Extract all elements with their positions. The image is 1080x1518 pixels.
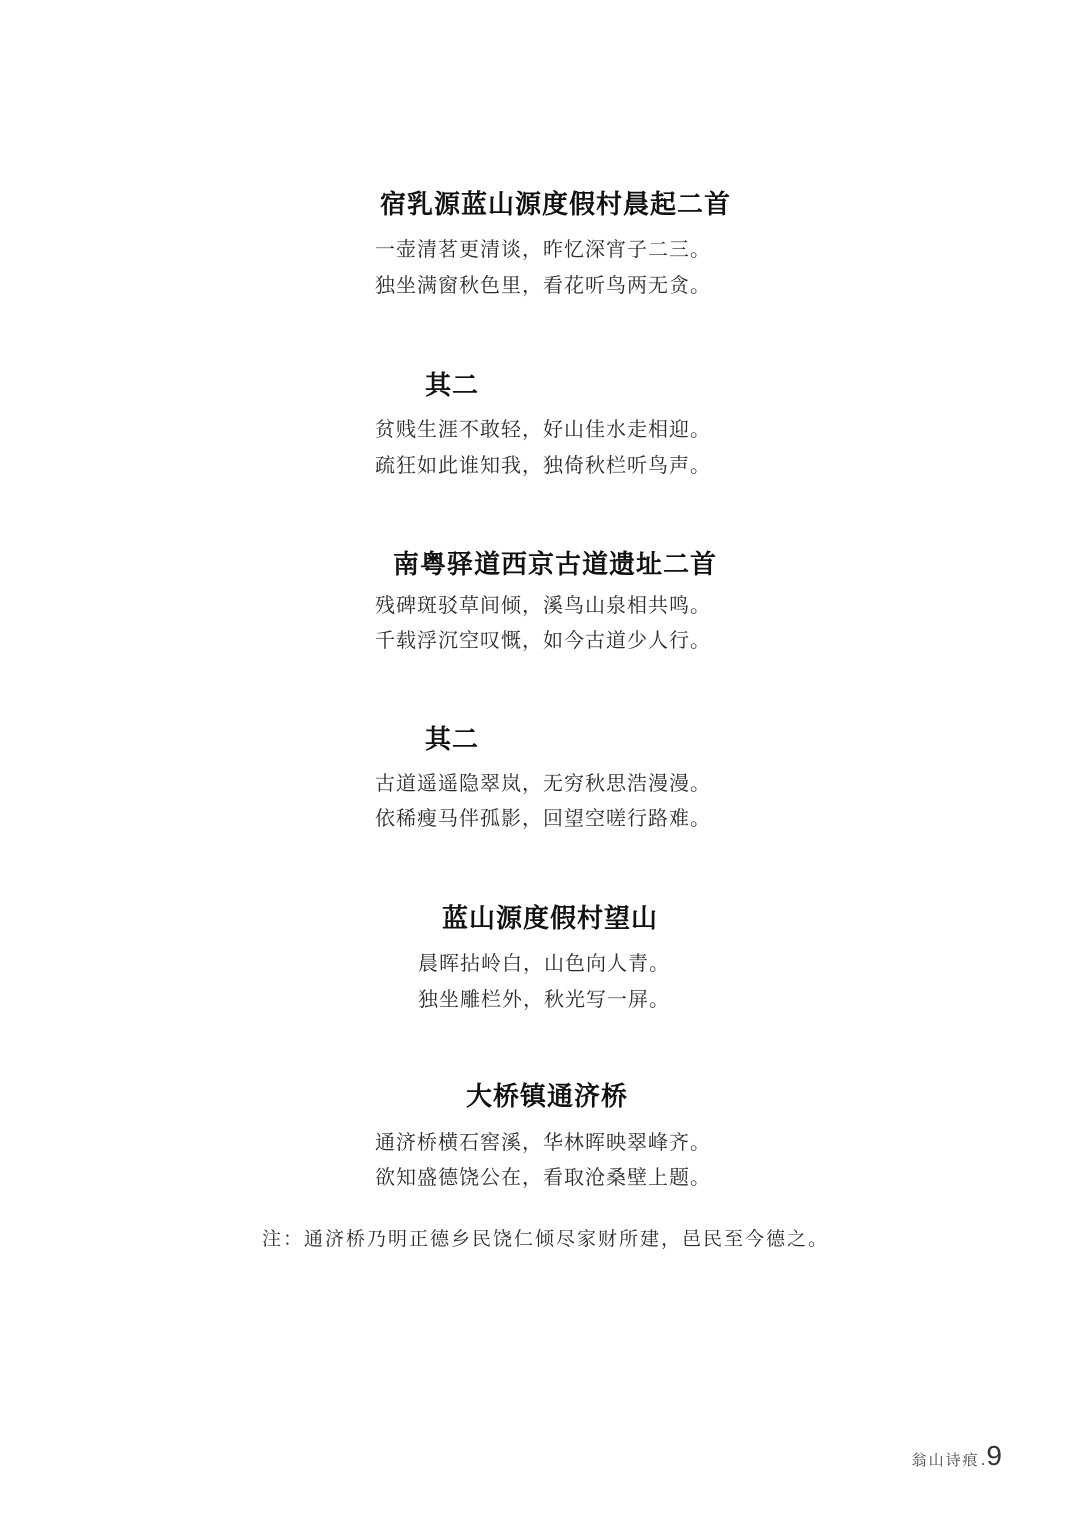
poem-line: 残碑斑驳草间倾，溪鸟山泉相共鸣。 [375, 593, 711, 617]
poem-line: 一壶清茗更清谈，昨忆深宵子二三。 [375, 237, 711, 261]
poem-line: 疏狂如此谁知我，独倚秋栏听鸟声。 [375, 453, 711, 477]
poem-title: 蓝山源度假村望山 [442, 904, 659, 934]
book-title: 翁山诗痕 [911, 1451, 980, 1469]
poem-line: 古道遥遥隐翠岚，无穷秋思浩漫漫。 [375, 771, 711, 795]
footnote: 注：通济桥乃明正德乡民饶仁倾尽家财所建，邑民至今德之。 [262, 1228, 830, 1250]
poem-title: 南粤驿道西京古道遗址二首 [393, 550, 718, 580]
poem-line: 欲知盛德饶公在，看取沧桑壁上题。 [375, 1165, 711, 1189]
poem-title: 其二 [425, 371, 480, 401]
page-footer [912, 1440, 1002, 1472]
footer-separator: . [980, 1451, 986, 1469]
poem-title: 其二 [425, 725, 480, 755]
page-number: 9 [986, 1440, 1002, 1471]
poem-line: 贫贱生涯不敢轻，好山佳水走相迎。 [375, 417, 711, 441]
poem-line: 独坐满窗秋色里，看花听鸟两无贪。 [375, 273, 711, 297]
poem-title: 宿乳源蓝山源度假村晨起二首 [380, 190, 732, 220]
poem-line: 依稀瘦马伴孤影，回望空嗟行路难。 [375, 806, 711, 830]
poem-line: 千载浮沉空叹慨，如今古道少人行。 [375, 628, 711, 652]
poem-line: 独坐雕栏外，秋光写一屏。 [418, 987, 670, 1011]
poem-line: 通济桥横石窖溪，华林晖映翠峰齐。 [375, 1130, 711, 1154]
poem-line: 晨晖拈岭白，山色向人青。 [418, 951, 670, 975]
poem-title: 大桥镇通济桥 [466, 1082, 629, 1112]
